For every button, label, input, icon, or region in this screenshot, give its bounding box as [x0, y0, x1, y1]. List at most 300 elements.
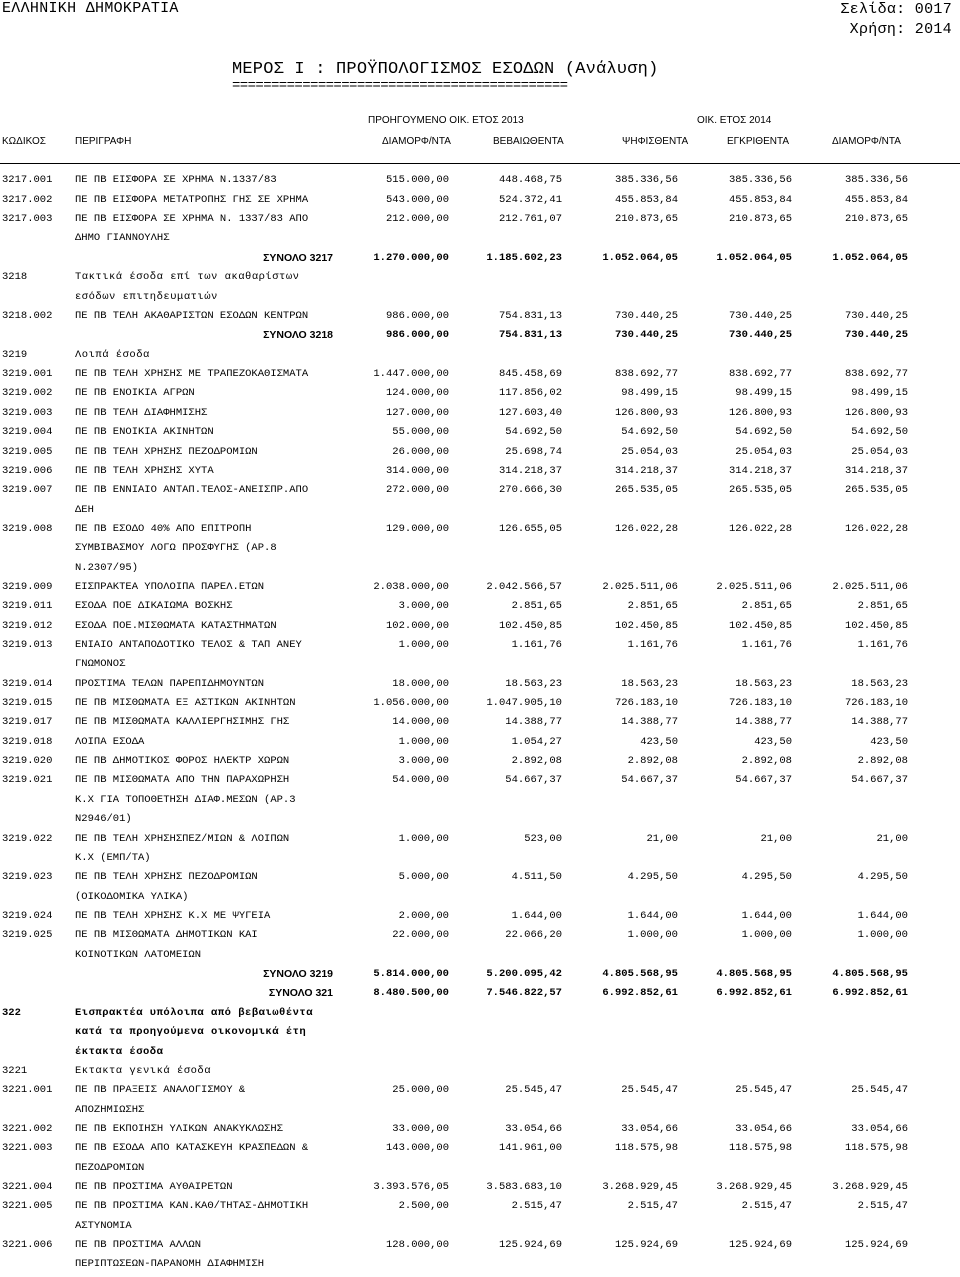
table-row: [0, 194, 960, 213]
amount-col-4: 1.000,00: [741, 929, 792, 941]
account-description: ΠΕ ΠΒ ΕΝΝΙΑΙΟ ΑΝΤΑΠ.ΤΕΛΟΣ-ΑΝΕΙΣΠΡ.ΑΠΟ: [75, 484, 309, 496]
account-description: ΠΕ ΠΒ ΤΕΛΗ ΧΡΗΣΗΣ ΠΕΖΟΔΡΟΜΙΩΝ: [75, 871, 258, 883]
table-row: [0, 1104, 960, 1123]
amount-col-5: 2.851,65: [857, 600, 908, 612]
account-code: 3219.023: [2, 871, 53, 883]
table-row: [0, 1026, 960, 1045]
amount-col-3: 54.692,50: [621, 426, 678, 438]
table-row: [0, 600, 960, 619]
amount-col-3: 125.924,69: [614, 1239, 678, 1251]
table-row: [0, 446, 960, 465]
amount-col-1: 1.270.000,00: [373, 252, 449, 264]
amount-col-2: 117.856,02: [498, 387, 562, 399]
account-description: ΠΕ ΠΒ ΜΙΣΘΩΜΑΤΑ ΕΞ ΑΣΤΙΚΩΝ ΑΚΙΝΗΤΩΝ: [75, 697, 296, 709]
amount-col-5: 118.575,98: [844, 1142, 908, 1154]
amount-col-4: 54.692,50: [735, 426, 792, 438]
amount-col-1: 33.000,00: [392, 1123, 449, 1135]
table-row: [0, 484, 960, 503]
amount-col-4: 4.295,50: [741, 871, 792, 883]
account-description: ΕΙΣΠΡΑΚΤΕΑ ΥΠΟΛΟΙΠΑ ΠΑΡΕΛ.ΕΤΩΝ: [75, 581, 265, 593]
page-info: [840, 0, 952, 40]
amount-col-1: 3.000,00: [398, 755, 449, 767]
amount-col-5: 54.692,50: [851, 426, 908, 438]
amount-col-3: 54.667,37: [621, 774, 678, 786]
amount-col-1: 2.000,00: [398, 910, 449, 922]
amount-col-1: 986.000,00: [385, 329, 449, 341]
amount-col-2: 4.511,50: [511, 871, 562, 883]
amount-col-3: 730.440,25: [614, 329, 678, 341]
amount-col-4: 1.052.064,05: [716, 252, 792, 264]
amount-col-3: 265.535,05: [614, 484, 678, 496]
column-header-certified: ΒΕΒΑΙΩΘΕΝΤΑ: [493, 136, 564, 147]
table-row: [0, 852, 960, 871]
amount-col-2: 754.831,13: [498, 329, 562, 341]
column-header-prev-amended: ΔΙΑΜΟΡΦ/ΝΤΑ: [382, 136, 451, 147]
amount-col-2: 2.851,65: [511, 600, 562, 612]
header-rule: [0, 163, 960, 164]
amount-col-2: 1.047.905,10: [486, 697, 562, 709]
amount-col-5: 1.000,00: [857, 929, 908, 941]
amount-col-2: 524.372,41: [498, 194, 562, 206]
account-code: 3219.025: [2, 929, 53, 941]
account-code: 3221: [2, 1065, 28, 1077]
amount-col-5: 54.667,37: [851, 774, 908, 786]
amount-col-3: 25.545,47: [621, 1084, 678, 1096]
amount-col-2: 22.066,20: [505, 929, 562, 941]
account-code: 3221.003: [2, 1142, 53, 1154]
column-header-description: ΠΕΡΙΓΡΑΦΗ: [75, 136, 132, 147]
amount-col-4: 2.515,47: [741, 1200, 792, 1212]
amount-col-2: 1.644,00: [511, 910, 562, 922]
amount-col-2: 127.603,40: [498, 407, 562, 419]
table-row: [0, 658, 960, 677]
table-row: [0, 1220, 960, 1239]
account-description: ΠΕ ΠΒ ΜΙΣΘΩΜΑΤΑ ΑΠΟ ΤΗΝ ΠΑΡΑΧΩΡΗΣΗ: [75, 774, 290, 786]
amount-col-5: 18.563,23: [851, 678, 908, 690]
table-row: [0, 1181, 960, 1200]
amount-col-3: 6.992.852,61: [602, 987, 678, 999]
account-code: 3219.001: [2, 368, 53, 380]
account-code: 3219.009: [2, 581, 53, 593]
account-code: 3219.017: [2, 716, 53, 728]
account-code: 3219.005: [2, 446, 53, 458]
table-row: [0, 755, 960, 774]
amount-col-5: 265.535,05: [844, 484, 908, 496]
amount-col-1: 55.000,00: [392, 426, 449, 438]
account-description: ΠΕ ΠΒ ΜΙΣΘΩΜΑΤΑ ΚΑΛΛΙΕΡΓΗΣΙΜΗΣ ΓΗΣ: [75, 716, 290, 728]
amount-col-5: 423,50: [870, 736, 908, 748]
amount-col-2: 25.698,74: [505, 446, 562, 458]
table-row: [0, 1007, 960, 1026]
column-header-voted: ΨΗΦΙΣΘΕΝΤΑ: [622, 136, 689, 147]
table-row: [0, 387, 960, 406]
account-description: ΓΝΩΜΟΝΟΣ: [75, 658, 126, 670]
amount-col-1: 14.000,00: [392, 716, 449, 728]
account-code: 3217.003: [2, 213, 53, 225]
table-row: [0, 794, 960, 813]
amount-col-3: 18.563,23: [621, 678, 678, 690]
amount-col-4: 18.563,23: [735, 678, 792, 690]
table-row: [0, 1046, 960, 1065]
amount-col-3: 385.336,56: [614, 174, 678, 186]
table-row: [0, 426, 960, 445]
account-code: 3219.011: [2, 600, 53, 612]
amount-col-4: 25.054,03: [735, 446, 792, 458]
amount-col-5: 25.545,47: [851, 1084, 908, 1096]
amount-col-3: 455.853,84: [614, 194, 678, 206]
amount-col-1: 8.480.500,00: [373, 987, 449, 999]
account-description: ΠΕ ΠΒ ΤΕΛΗ ΧΡΗΣΗΣ ΠΕΖΟΔΡΟΜΙΩΝ: [75, 446, 258, 458]
table-row: [0, 1123, 960, 1142]
page-number: Σελίδα: 0017: [840, 1, 952, 18]
account-code: 3219: [2, 349, 28, 361]
amount-col-2: 54.692,50: [505, 426, 562, 438]
table-row: [0, 310, 960, 329]
table-row: [0, 620, 960, 639]
account-code: 3221.006: [2, 1239, 53, 1251]
fiscal-year: Χρήση: 2014: [849, 21, 952, 38]
account-description: ΠΕ ΠΒ ΤΕΛΗ ΑΚΑΘΑΡΙΣΤΩΝ ΕΣΟΔΩΝ ΚΕΝΤΡΩΝ: [75, 310, 309, 322]
table-row: [0, 813, 960, 832]
account-code: 3219.007: [2, 484, 53, 496]
subtotal-label: ΣΥΝΟΛΟ 3218: [263, 329, 333, 341]
column-group-current-year: ΟΙΚ. ΕΤΟΣ 2014: [697, 115, 772, 126]
amount-col-5: 102.450,85: [844, 620, 908, 632]
account-description: ΠΕ ΠΒ ΕΙΣΦΟΡΑ ΣΕ ΧΡΗΜΑ Ν.1337/83: [75, 174, 277, 186]
account-description: ΠΡΟΣΤΙΜΑ ΤΕΛΩΝ ΠΑΡΕΠΙΔΗΜΟΥΝΤΩΝ: [75, 678, 265, 690]
subtotal-row: [0, 329, 960, 348]
amount-col-1: 5.000,00: [398, 871, 449, 883]
account-description: ΠΕ ΠΒ ΠΡΟΣΤΙΜΑ ΚΑΝ.ΚΑΘ/ΤΗΤΑΣ-ΔΗΜΟΤΙΚΗ: [75, 1200, 309, 1212]
table-row: [0, 1258, 960, 1277]
table-row: [0, 232, 960, 251]
account-description: ΠΕ ΠΒ ΠΡΟΣΤΙΜΑ ΑΥΘΑΙΡΕΤΩΝ: [75, 1181, 233, 1193]
amount-col-3: 2.515,47: [627, 1200, 678, 1212]
account-description: Ν.2307/95): [75, 562, 139, 574]
account-description: Τακτικά έσοδα επί των ακαθαρίστων: [75, 271, 300, 283]
table-row: [0, 542, 960, 561]
account-code: 3221.004: [2, 1181, 53, 1193]
amount-col-5: 3.268.929,45: [832, 1181, 908, 1193]
amount-col-5: 33.054,66: [851, 1123, 908, 1135]
amount-col-4: 102.450,85: [728, 620, 792, 632]
table-row: [0, 697, 960, 716]
amount-col-1: 124.000,00: [385, 387, 449, 399]
amount-col-1: 25.000,00: [392, 1084, 449, 1096]
account-description: ΣΥΜΒΙΒΑΣΜΟΥ ΛΟΓΩ ΠΡΟΣΦΥΓΗΣ (ΑΡ.8: [75, 542, 277, 554]
amount-col-5: 838.692,77: [844, 368, 908, 380]
subtotal-row: [0, 968, 960, 987]
amount-col-1: 102.000,00: [385, 620, 449, 632]
table-row: [0, 504, 960, 523]
table-row: [0, 910, 960, 929]
account-description: ΠΕ ΠΒ ΕΚΠΟΙΗΣΗ ΥΛΙΚΩΝ ΑΝΑΚΥΚΛΩΣΗΣ: [75, 1123, 283, 1135]
amount-col-1: 22.000,00: [392, 929, 449, 941]
amount-col-1: 1.447.000,00: [373, 368, 449, 380]
table-row: [0, 581, 960, 600]
amount-col-3: 2.851,65: [627, 600, 678, 612]
amount-col-2: 270.666,30: [498, 484, 562, 496]
amount-col-5: 1.052.064,05: [832, 252, 908, 264]
amount-col-4: 25.545,47: [735, 1084, 792, 1096]
table-row: [0, 871, 960, 890]
amount-col-1: 129.000,00: [385, 523, 449, 535]
amount-col-3: 102.450,85: [614, 620, 678, 632]
amount-col-3: 210.873,65: [614, 213, 678, 225]
table-row: [0, 639, 960, 658]
amount-col-2: 14.388,77: [505, 716, 562, 728]
account-description: ΠΕ ΠΒ ΤΕΛΗ ΔΙΑΦΗΜΙΣΗΣ: [75, 407, 208, 419]
table-row: [0, 1162, 960, 1181]
amount-col-4: 314.218,37: [728, 465, 792, 477]
account-code: 3219.006: [2, 465, 53, 477]
amount-col-4: 126.800,93: [728, 407, 792, 419]
account-description: ΠΕ ΠΒ ΤΕΛΗ ΧΡΗΣΗΣ Κ.Χ ΜΕ ΨΥΓΕΙΑ: [75, 910, 271, 922]
amount-col-2: 2.515,47: [511, 1200, 562, 1212]
account-description: Κ.Χ (ΕΜΠ/ΤΑ): [75, 852, 151, 864]
account-description: ΠΕ ΠΒ ΕΙΣΦΟΡΑ ΜΕΤΑΤΡΟΠΗΣ ΓΗΣ ΣΕ ΧΡΗΜΑ: [75, 194, 309, 206]
amount-col-4: 838.692,77: [728, 368, 792, 380]
column-group-previous-year: ΠΡΟΗΓΟΥΜΕΝΟ ΟΙΚ. ΕΤΟΣ 2013: [368, 115, 524, 126]
account-description: έκτακτα έσοδα: [75, 1046, 164, 1058]
amount-col-3: 33.054,66: [621, 1123, 678, 1135]
account-description: ΑΠΟΖΗΜΙΩΣΗΣ: [75, 1104, 145, 1116]
amount-col-4: 265.535,05: [728, 484, 792, 496]
amount-col-2: 54.667,37: [505, 774, 562, 786]
amount-col-5: 126.022,28: [844, 523, 908, 535]
amount-col-4: 125.924,69: [728, 1239, 792, 1251]
amount-col-5: 2.025.511,06: [832, 581, 908, 593]
account-description: ΠΕ ΠΒ ΕΙΣΦΟΡΑ ΣΕ ΧΡΗΜΑ Ν. 1337/83 ΑΠΟ: [75, 213, 309, 225]
amount-col-4: 2.025.511,06: [716, 581, 792, 593]
account-description: ΠΕ ΠΒ ΠΡΑΞΕΙΣ ΑΝΑΛΟΓΙΣΜΟΥ &: [75, 1084, 246, 1096]
amount-col-3: 1.052.064,05: [602, 252, 678, 264]
amount-col-1: 543.000,00: [385, 194, 449, 206]
account-description: ΠΕ ΠΒ ΜΙΣΘΩΜΑΤΑ ΔΗΜΟΤΙΚΩΝ ΚΑΙ: [75, 929, 258, 941]
account-code: 3221.005: [2, 1200, 53, 1212]
amount-col-4: 455.853,84: [728, 194, 792, 206]
account-code: 3219.020: [2, 755, 53, 767]
table-row: [0, 1239, 960, 1258]
amount-col-1: 1.000,00: [398, 833, 449, 845]
amount-col-4: 4.805.568,95: [716, 968, 792, 980]
account-description: Ν2946/01): [75, 813, 132, 825]
amount-col-2: 7.546.822,57: [486, 987, 562, 999]
amount-col-1: 1.000,00: [398, 639, 449, 651]
amount-col-4: 1.161,76: [741, 639, 792, 651]
amount-col-1: 2.038.000,00: [373, 581, 449, 593]
account-code: 3219.022: [2, 833, 53, 845]
account-description: ΔΕΗ: [75, 504, 94, 516]
amount-col-4: 726.183,10: [728, 697, 792, 709]
table-row: [0, 833, 960, 852]
table-row: [0, 736, 960, 755]
table-row: [0, 1065, 960, 1084]
account-code: 3219.021: [2, 774, 53, 786]
table-row: [0, 349, 960, 368]
table-row: [0, 368, 960, 387]
amount-col-2: 5.200.095,42: [486, 968, 562, 980]
account-description: Εισπρακτέα υπόλοιπα από βεβαιωθέντα: [75, 1007, 314, 1019]
amount-col-5: 125.924,69: [844, 1239, 908, 1251]
amount-col-4: 2.892,08: [741, 755, 792, 767]
amount-col-2: 314.218,37: [498, 465, 562, 477]
amount-col-3: 126.800,93: [614, 407, 678, 419]
table-row: [0, 949, 960, 968]
amount-col-4: 33.054,66: [735, 1123, 792, 1135]
amount-col-3: 118.575,98: [614, 1142, 678, 1154]
account-description: ΠΕ ΠΒ ΕΝΟΙΚΙΑ ΑΓΡΩΝ: [75, 387, 195, 399]
account-code: 3219.008: [2, 523, 53, 535]
amount-col-5: 726.183,10: [844, 697, 908, 709]
table-row: [0, 1084, 960, 1103]
amount-col-3: 25.054,03: [621, 446, 678, 458]
table-row: [0, 929, 960, 948]
account-description: ΠΕ ΠΒ ΕΣΟΔΑ ΑΠΟ ΚΑΤΑΣΚΕΥΗ ΚΡΑΣΠΕΔΩΝ &: [75, 1142, 309, 1154]
account-description: ΕΣΟΔΑ ΠΟΕ.ΜΙΣΘΩΜΑΤΑ ΚΑΤΑΣΤΗΜΑΤΩΝ: [75, 620, 277, 632]
amount-col-4: 118.575,98: [728, 1142, 792, 1154]
account-code: 3219.014: [2, 678, 53, 690]
amount-col-1: 5.814.000,00: [373, 968, 449, 980]
account-code: 3219.024: [2, 910, 53, 922]
account-description: (ΟΙΚΟΔΟΜΙΚΑ ΥΛΙΚΑ): [75, 891, 189, 903]
amount-col-3: 3.268.929,45: [602, 1181, 678, 1193]
amount-col-3: 838.692,77: [614, 368, 678, 380]
amount-col-1: 1.000,00: [398, 736, 449, 748]
amount-col-4: 730.440,25: [728, 329, 792, 341]
amount-col-2: 845.458,69: [498, 368, 562, 380]
amount-col-4: 1.644,00: [741, 910, 792, 922]
amount-col-3: 126.022,28: [614, 523, 678, 535]
amount-col-4: 210.873,65: [728, 213, 792, 225]
amount-col-3: 1.161,76: [627, 639, 678, 651]
table-row: [0, 174, 960, 193]
amount-col-2: 2.892,08: [511, 755, 562, 767]
amount-col-5: 2.892,08: [857, 755, 908, 767]
amount-col-2: 33.054,66: [505, 1123, 562, 1135]
amount-col-2: 125.924,69: [498, 1239, 562, 1251]
amount-col-4: 3.268.929,45: [716, 1181, 792, 1193]
amount-col-4: 54.667,37: [735, 774, 792, 786]
account-code: 3219.012: [2, 620, 53, 632]
table-row: [0, 716, 960, 735]
account-code: 3221.002: [2, 1123, 53, 1135]
amount-col-2: 523,00: [524, 833, 562, 845]
amount-col-5: 455.853,84: [844, 194, 908, 206]
amount-col-5: 1.161,76: [857, 639, 908, 651]
amount-col-5: 385.336,56: [844, 174, 908, 186]
amount-col-3: 2.892,08: [627, 755, 678, 767]
amount-col-5: 314.218,37: [844, 465, 908, 477]
amount-col-1: 3.000,00: [398, 600, 449, 612]
table-row: [0, 523, 960, 542]
account-description: Κ.Χ ΓΙΑ ΤΟΠΟΘΕΤΗΣΗ ΔΙΑΦ.ΜΕΣΩΝ (ΑΡ.3: [75, 794, 296, 806]
account-description: ΠΕ ΠΒ ΕΣΟΔΟ 40% ΑΠΟ ΕΠΙΤΡΟΠΗ: [75, 523, 252, 535]
amount-col-3: 726.183,10: [614, 697, 678, 709]
amount-col-5: 730.440,25: [844, 329, 908, 341]
amount-col-2: 18.563,23: [505, 678, 562, 690]
amount-col-3: 21,00: [646, 833, 678, 845]
account-description: ΕΣΟΔΑ ΠΟΕ ΔΙΚΑΙΩΜΑ ΒΟΣΚΗΣ: [75, 600, 233, 612]
amount-col-5: 25.054,03: [851, 446, 908, 458]
amount-col-2: 2.042.566,57: [486, 581, 562, 593]
amount-col-4: 14.388,77: [735, 716, 792, 728]
account-description: ΠΕΖΟΔΡΟΜΙΩΝ: [75, 1162, 145, 1174]
account-description: ΔΗΜΟ ΓΙΑΝΝΟΥΛΗΣ: [75, 232, 170, 244]
account-description: εσόδων επιτηδευματιών: [75, 291, 218, 303]
table-row: [0, 562, 960, 581]
account-code: 3219.018: [2, 736, 53, 748]
subtotal-row: [0, 987, 960, 1006]
account-code: 3219.002: [2, 387, 53, 399]
amount-col-1: 127.000,00: [385, 407, 449, 419]
amount-col-2: 25.545,47: [505, 1084, 562, 1096]
column-header-code: ΚΩΔΙΚΟΣ: [2, 136, 46, 147]
amount-col-1: 272.000,00: [385, 484, 449, 496]
account-code: 3219.003: [2, 407, 53, 419]
table-row: [0, 271, 960, 290]
title-underline: ===========================================: [232, 78, 568, 94]
amount-col-3: 1.644,00: [627, 910, 678, 922]
amount-col-2: 1.161,76: [511, 639, 562, 651]
amount-col-5: 6.992.852,61: [832, 987, 908, 999]
amount-col-1: 26.000,00: [392, 446, 449, 458]
account-description: ΠΕΡΙΠΤΩΣΕΩΝ-ΠΑΡΑΝΟΜΗ ΔΙΑΦΗΜΙΣΗ: [75, 1258, 265, 1270]
account-description: ΑΣΤΥΝΟΜΙΑ: [75, 1220, 132, 1232]
table-row: [0, 465, 960, 484]
account-description: ΛΟΙΠΑ ΕΣΟΔΑ: [75, 736, 145, 748]
column-header-curr-amended: ΔΙΑΜΟΡΦ/ΝΤΑ: [832, 136, 901, 147]
table-row: [0, 1200, 960, 1219]
amount-col-3: 98.499,15: [621, 387, 678, 399]
amount-col-5: 14.388,77: [851, 716, 908, 728]
table-row: [0, 774, 960, 793]
account-description: Λοιπά έσοδα: [75, 349, 150, 361]
account-description: Εκτακτα γενικά έσοδα: [75, 1065, 212, 1077]
account-code: 3219.015: [2, 697, 53, 709]
account-code: 3217.001: [2, 174, 53, 186]
table-row: [0, 678, 960, 697]
account-description: ΕΝΙΑΙΟ ΑΝΤΑΠΟΔΟΤΙΚΟ ΤΕΛΟΣ & ΤΑΠ ΑΝΕΥ: [75, 639, 302, 651]
subtotal-label: ΣΥΝΟΛΟ 3219: [263, 968, 333, 980]
amount-col-2: 1.054,27: [511, 736, 562, 748]
amount-col-2: 754.831,13: [498, 310, 562, 322]
amount-col-1: 143.000,00: [385, 1142, 449, 1154]
amount-col-4: 730.440,25: [728, 310, 792, 322]
amount-col-4: 126.022,28: [728, 523, 792, 535]
account-code: 3221.001: [2, 1084, 53, 1096]
amount-col-1: 2.500,00: [398, 1200, 449, 1212]
amount-col-2: 126.655,05: [498, 523, 562, 535]
column-header-approved: ΕΓΚΡΙΘΕΝΤΑ: [727, 136, 790, 147]
amount-col-3: 423,50: [640, 736, 678, 748]
amount-col-5: 4.295,50: [857, 871, 908, 883]
amount-col-1: 1.056.000,00: [373, 697, 449, 709]
amount-col-5: 730.440,25: [844, 310, 908, 322]
table-row: [0, 1142, 960, 1161]
amount-col-5: 4.805.568,95: [832, 968, 908, 980]
table-row: [0, 291, 960, 310]
amount-col-4: 385.336,56: [728, 174, 792, 186]
amount-col-1: 128.000,00: [385, 1239, 449, 1251]
amount-col-1: 54.000,00: [392, 774, 449, 786]
amount-col-3: 314.218,37: [614, 465, 678, 477]
amount-col-3: 14.388,77: [621, 716, 678, 728]
amount-col-3: 2.025.511,06: [602, 581, 678, 593]
amount-col-1: 986.000,00: [385, 310, 449, 322]
subtotal-label: ΣΥΝΟΛΟ 321: [268, 987, 333, 999]
account-code: 3217.002: [2, 194, 53, 206]
